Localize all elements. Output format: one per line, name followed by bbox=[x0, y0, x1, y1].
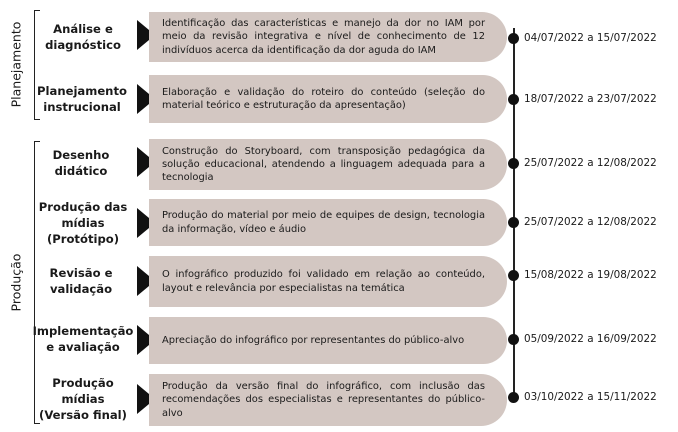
group-label-planejamento bbox=[2, 8, 30, 120]
stage-label-desenho-didatico: Desenho didático bbox=[52, 148, 110, 178]
stage-date: 04/07/2022 a 15/07/2022 bbox=[524, 32, 657, 44]
stage-label-planejamento-instrucional: Planejamento instrucional bbox=[37, 84, 127, 114]
stage-label-producao-midias-final: Produção mídias (Versão final) bbox=[39, 376, 127, 422]
timeline-dot bbox=[508, 270, 519, 281]
stage-description-planejamento-instrucional bbox=[149, 75, 507, 123]
stage-description-text: Apreciação do infográfico por representantes do público-alvo bbox=[162, 334, 465, 346]
stage-description-producao-midias-final bbox=[149, 374, 507, 426]
stage-description-analise bbox=[149, 12, 507, 62]
stage-label-implementacao-avaliacao: Implementação e avaliação bbox=[32, 324, 134, 354]
timeline-dot bbox=[508, 334, 519, 345]
stage-date: 05/09/2022 a 16/09/2022 bbox=[524, 333, 657, 345]
stage-date: 25/07/2022 a 12/08/2022 bbox=[524, 216, 657, 228]
stage-date: 15/08/2022 a 19/08/2022 bbox=[524, 269, 657, 281]
stage-date: 18/07/2022 a 23/07/2022 bbox=[524, 93, 657, 105]
stage-description-text: O infográfico produzido foi validado em relação ao conteúdo, layout e relevância por especialistas na temática bbox=[162, 269, 485, 294]
stage-date: 03/10/2022 a 15/11/2022 bbox=[524, 391, 657, 403]
group-label-text: Planejamento bbox=[8, 21, 24, 107]
timeline-dot bbox=[508, 33, 519, 44]
stage-label-producao-midias-prototipo: Produção das mídias (Protótipo) bbox=[38, 200, 128, 246]
stage-label-analise: Análise e diagnóstico bbox=[45, 22, 121, 52]
timeline-dot bbox=[508, 158, 519, 169]
stage-label-revisao-validacao: Revisão e validação bbox=[49, 266, 113, 296]
timeline-dot bbox=[508, 94, 519, 105]
stage-description-text: Identificação das características e manejo da dor no IAM por meio da revisão integrativa e nível de conhecimento de 12 indivíduos acerca da identificação da dor aguda do IAM bbox=[162, 18, 485, 56]
stage-description-producao-midias-prototipo bbox=[149, 199, 507, 246]
stage-description-text: Elaboração e validação do roteiro do conteúdo (seleção do material teórico e estruturação da apresentação) bbox=[162, 86, 485, 111]
stage-description-text: Construção do Storyboard, com transposição pedagógica da solução educacional, atendendo a linguagem adequada para a tecnologia bbox=[162, 145, 485, 184]
stage-description-revisao-validacao bbox=[149, 256, 507, 307]
stage-description-desenho-didatico bbox=[149, 139, 507, 190]
group-label-producao bbox=[2, 140, 30, 424]
timeline-dot bbox=[508, 392, 519, 403]
stage-description-implementacao-avaliacao bbox=[149, 317, 507, 364]
stage-description-text: Produção do material por meio de equipes de design, tecnologia da informação, vídeo e áudio bbox=[162, 210, 485, 235]
group-label-text: Produção bbox=[8, 253, 24, 311]
stage-date: 25/07/2022 a 12/08/2022 bbox=[524, 157, 657, 169]
stage-description-text: Produção da versão final do infográfico, com inclusão das recomendações dos especialistas e representantes do público-alvo bbox=[162, 381, 485, 419]
timeline-dot bbox=[508, 217, 519, 228]
